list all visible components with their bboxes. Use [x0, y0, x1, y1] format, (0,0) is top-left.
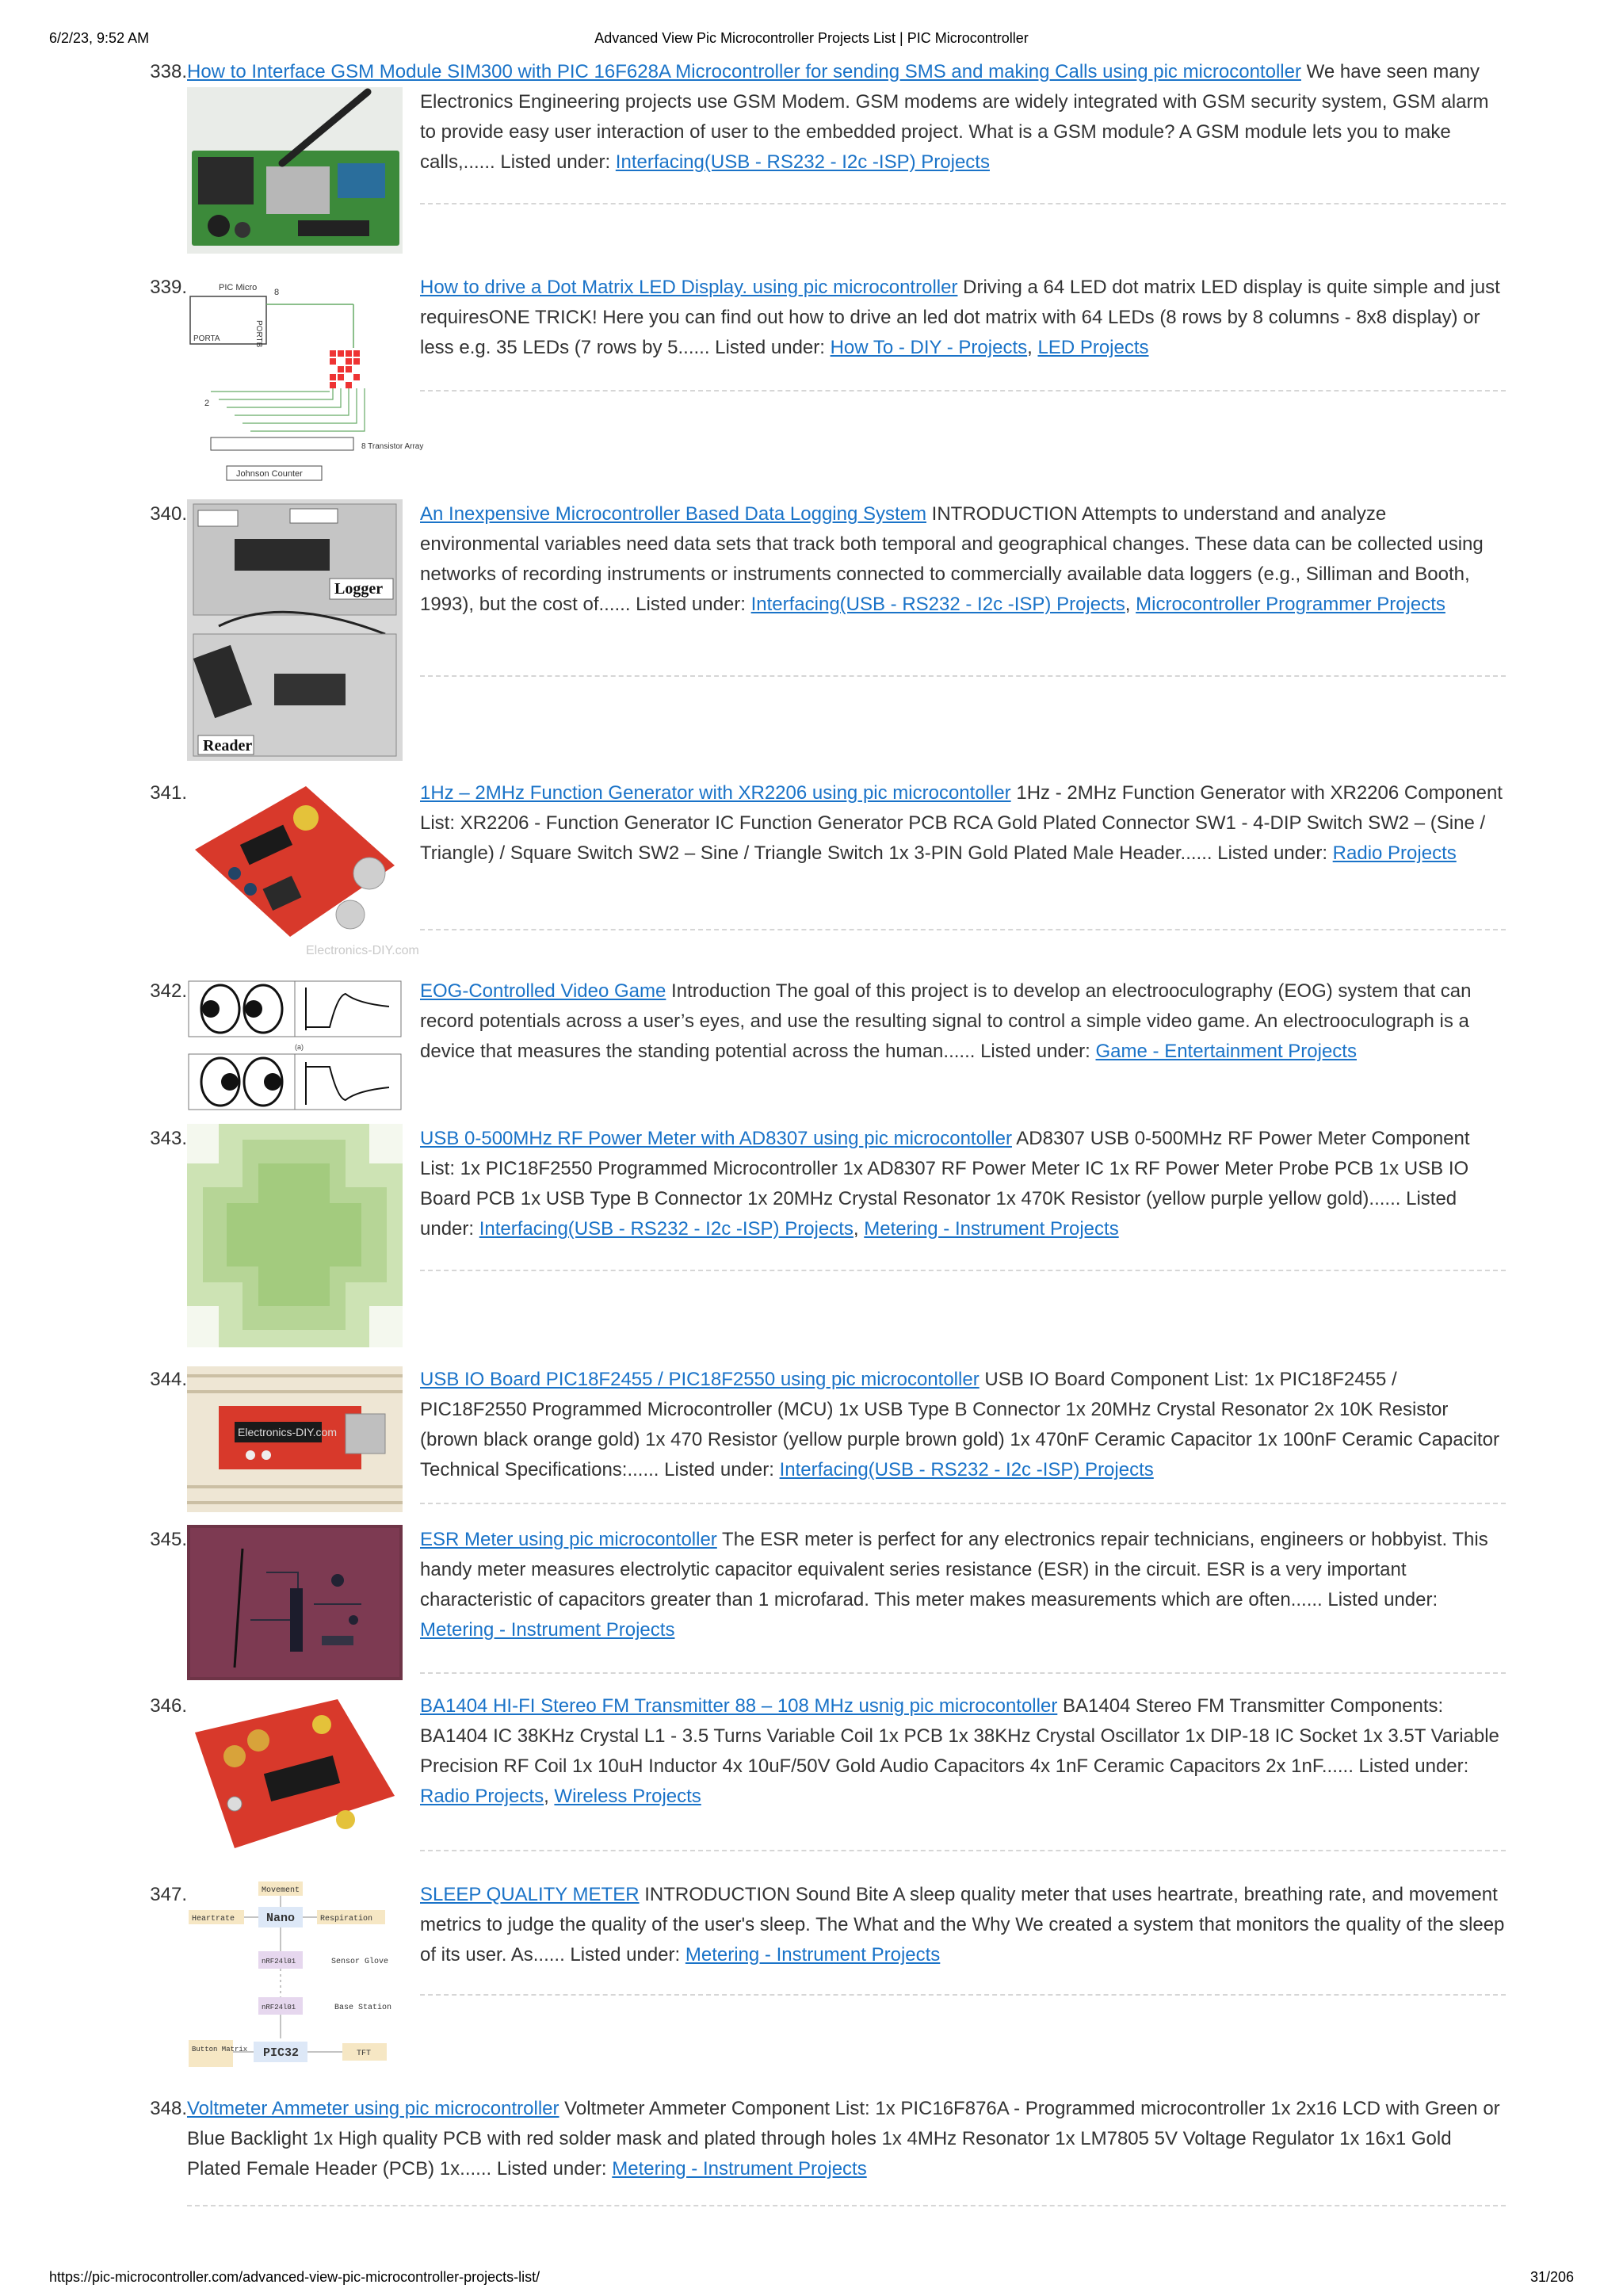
divider	[420, 1850, 1506, 1851]
svg-text:nRF24l01: nRF24l01	[262, 2004, 296, 2011]
divider	[420, 1994, 1506, 1996]
item-description: SLEEP QUALITY METER INTRODUCTION Sound Bite A sleep quality meter that uses heartrate, breathing rate, and movement metrics to judge the quality of the user's sleep. The What and the Why We created a system that monitors the quality of the sleep of its user. As...... Listed under: Metering - Instrument Projects	[420, 1884, 1505, 1966]
category-link[interactable]: Metering - Instrument Projects	[420, 1619, 675, 1641]
category-link[interactable]: Metering - Instrument Projects	[864, 1218, 1119, 1240]
category-link[interactable]: Interfacing(USB - RS232 - I2c -ISP) Projects	[779, 1459, 1154, 1480]
svg-text:TFT: TFT	[357, 2050, 372, 2058]
item-description: USB IO Board PIC18F2455 / PIC18F2550 using pic microcontoller USB IO Board Component List: 1x PIC18F2455 / PIC18F2550 Programmed Microcontroller (MCU) 1x USB Type B Connector 1x 20MHz Crystal Resonator 2x 10K Resistor (brown black orange gold) 1x 470 Resistor (yellow purple brown gold) 1x 470nF Ceramic Capacitor 1x 100nF Ceramic Capacitor Technical Specifications:...... Listed under: Interfacing(USB - RS232 - I2c -ISP) Projects	[420, 1369, 1499, 1480]
category-link[interactable]: LED Projects	[1037, 337, 1149, 358]
svg-text:Heartrate: Heartrate	[192, 1915, 235, 1924]
svg-text:2: 2	[204, 399, 210, 408]
divider	[420, 675, 1506, 677]
item-number: 343.	[150, 1128, 187, 1149]
print-page-title: Advanced View Pic Microcontroller Projects List | PIC Microcontroller	[594, 30, 1029, 46]
list-item	[143, 976, 1506, 1115]
category-link[interactable]: Wireless Projects	[554, 1786, 701, 1807]
print-url: https://pic-microcontroller.com/advanced-view-pic-microcontroller-projects-list/	[49, 2269, 540, 2285]
list-item	[143, 1525, 1506, 1683]
svg-text:Electronics-DIY.com: Electronics-DIY.com	[238, 1426, 338, 1438]
project-link[interactable]: How to Interface GSM Module SIM300 with PIC 16F628A Microcontroller for sending SMS and making Calls using pic microcontoller	[187, 61, 1301, 82]
divider	[187, 2205, 1506, 2206]
item-description: EOG-Controlled Video Game Introduction The goal of this project is to develop an electrooculography (EOG) system that can record potentials across a user’s eyes, and use the resulting signal to control a simple video game. An electrooculograph is a device that measures the standing potential across the human...... Listed under: Game - Entertainment Projects	[420, 980, 1472, 1062]
item-number: 344.	[150, 1369, 187, 1390]
category-link[interactable]: Interfacing(USB - RS232 - I2c -ISP) Projects	[750, 594, 1125, 615]
svg-text:Button Matrix: Button Matrix	[192, 2046, 248, 2053]
eog-diagram-image	[187, 980, 403, 1113]
usb-io-board-image	[187, 1366, 403, 1512]
svg-text:(a): (a)	[295, 1043, 304, 1051]
category-link[interactable]: Radio Projects	[1332, 842, 1457, 864]
list-item	[143, 499, 1506, 761]
list-item	[143, 1124, 1506, 1347]
rf-power-meter-image	[187, 1124, 403, 1347]
category-link[interactable]: Microcontroller Programmer Projects	[1136, 594, 1445, 615]
item-description: USB 0-500MHz RF Power Meter with AD8307 using pic microcontoller AD8307 USB 0-500MHz RF Power Meter Component List: 1x PIC18F2550 Programmed Microcontroller 1x AD8307 RF Power Meter IC 1x RF Power Meter Probe PCB 1x USB IO Board PCB 1x USB Type B Connector 1x 20MHz Crystal Resonator 1x 470K Resistor (yellow purple yellow gold)...... Listed under: Interfacing(USB - RS232 - I2c -ISP) Projects, Metering - Instrument Projects	[420, 1128, 1470, 1240]
svg-text:Respiration: Respiration	[320, 1915, 373, 1924]
first-line: How to Interface GSM Module SIM300 with PIC 16F628A Microcontroller for sending SMS and making Calls using pic microcontoller We have seen many	[187, 61, 1480, 82]
category-link[interactable]: Metering - Instrument Projects	[685, 1944, 941, 1966]
divider	[420, 929, 1506, 930]
item-number: 348.	[150, 2098, 187, 2119]
category-link[interactable]: Metering - Instrument Projects	[612, 2158, 867, 2179]
print-datetime: 6/2/23, 9:52 AM	[49, 30, 150, 46]
item-number: 347.	[150, 1884, 187, 1905]
item-number: 346.	[150, 1695, 187, 1717]
svg-text:Electronics-DIY.com: Electronics-DIY.com	[306, 944, 419, 957]
item-description: BA1404 HI-FI Stereo FM Transmitter 88 – 108 MHz usnig pic microcontoller BA1404 Stereo FM Transmitter Components: BA1404 IC 38KHz Crystal L1 - 3.5 Turns Variable Coil 1x PCB 1x 38KHz Crystal Oscillator 1x DIP-18 IC Socket 1x 3.5T Variable Precision RF Coil 1x 10uH Inductor 4x 10uF/50V Gold Audio Capacitors 4x 1nF Ceramic Capacitors 2x 1nF...... Listed under: Radio Projects, Wireless Projects	[420, 1695, 1499, 1807]
print-page-number: 31/206	[1529, 2269, 1574, 2285]
dot-matrix-diagram-image	[187, 273, 424, 487]
list-item	[143, 778, 1506, 961]
svg-text:PORTA: PORTA	[193, 334, 220, 343]
item-number: 338.	[150, 61, 187, 82]
item-number: 340.	[150, 503, 187, 525]
item-number: 339.	[150, 277, 187, 298]
svg-text:Reader: Reader	[203, 737, 253, 755]
print-header	[0, 24, 1623, 55]
print-footer	[0, 2263, 1623, 2294]
svg-text:8: 8	[274, 288, 280, 297]
item-number: 345.	[150, 1529, 187, 1550]
svg-text:Movement: Movement	[262, 1886, 300, 1895]
list-item	[143, 273, 1506, 487]
category-link[interactable]: Radio Projects	[420, 1786, 544, 1807]
category-link[interactable]: Interfacing(USB - RS232 - I2c -ISP) Projects	[479, 1218, 854, 1240]
gsm-module-image	[187, 87, 403, 254]
esr-meter-image	[187, 1525, 403, 1680]
fm-transmitter-image	[187, 1693, 403, 1856]
list-item	[143, 1691, 1506, 1858]
project-link[interactable]: EOG-Controlled Video Game	[420, 980, 666, 1002]
item-number: 341.	[150, 782, 187, 804]
divider	[420, 390, 1506, 392]
item-description: An Inexpensive Microcontroller Based Data Logging System INTRODUCTION Attempts to understand and analyze environmental variables need data sets that track both temporal and geographical changes. These data can be collected using networks of recording instruments or instruments connected to commercially available data loggers (e.g., Silliman and Booth, 1993), but the cost of...... Listed under: Interfacing(USB - RS232 - I2c -ISP) Projects, Microcontroller Programmer Projects	[420, 503, 1484, 615]
svg-text:Sensor Glove: Sensor Glove	[331, 1958, 389, 1966]
project-link[interactable]: USB 0-500MHz RF Power Meter with AD8307 using pic microcontoller	[420, 1128, 1012, 1149]
category-link[interactable]: Game - Entertainment Projects	[1095, 1041, 1357, 1062]
sleep-meter-diagram-image	[187, 1880, 403, 2078]
item-description: 1Hz – 2MHz Function Generator with XR2206 using pic microcontoller 1Hz - 2MHz Function Generator with XR2206 Component List: XR2206 - Function Generator IC Function Generator PCB RCA Gold Plated Connector SW1 - 4-DIP Switch SW2 – (Sine / Triangle) / Square Switch SW2 – Sine / Triangle Switch 1x 3-PIN Gold Plated Male Header...... Listed under: Radio Projects	[420, 782, 1503, 864]
divider	[420, 1503, 1506, 1504]
divider	[420, 1672, 1506, 1674]
item-description: ESR Meter using pic microcontoller The ESR meter is perfect for any electronics repair technicians, engineers or hobbyist. This handy meter measures electrolytic capacitor equivalent series resistance (ESR) in the circuit. ESR is a very important characteristic of capacitors greater than 1 microfarad. This meter makes measurements which are often...... Listed under: Metering - Instrument Projects	[420, 1529, 1488, 1641]
item-description: How to drive a Dot Matrix LED Display. using pic microcontroller Driving a 64 LED dot matrix LED display is quite simple and just requiresONE TRICK! Here you can find out how to drive an led dot matrix with 64 LEDs (8 rows by 8 columns - 8x8 display) or less e.g. 35 LEDs (7 rows by 5...... Listed under: How To - DIY - Projects, LED Projects	[420, 277, 1500, 358]
list-item	[143, 57, 1506, 263]
svg-text:nRF24l01: nRF24l01	[262, 1958, 296, 1966]
project-link[interactable]: ESR Meter using pic microcontoller	[420, 1529, 717, 1550]
item-description: Electronics Engineering projects use GSM Modem. GSM modems are widely integrated with GSM security system, GSM alarm to provide easy user interaction of user to the embedded project. What is a GSM module? A GSM module lets you to make calls,...... Listed under: Interfacing(USB - RS232 - I2c -ISP) Projects	[420, 91, 1489, 173]
divider	[420, 203, 1506, 204]
project-link[interactable]: Voltmeter Ammeter using pic microcontroller	[187, 2098, 559, 2119]
svg-text:Logger: Logger	[334, 580, 384, 598]
project-link[interactable]: BA1404 HI-FI Stereo FM Transmitter 88 – 108 MHz usnig pic microcontoller	[420, 1695, 1058, 1717]
svg-text:8 Transistor Array: 8 Transistor Array	[361, 442, 424, 451]
svg-text:Johnson Counter: Johnson Counter	[236, 469, 303, 479]
project-link[interactable]: USB IO Board PIC18F2455 / PIC18F2550 using pic microcontoller	[420, 1369, 980, 1390]
project-link[interactable]: An Inexpensive Microcontroller Based Data Logging System	[420, 503, 926, 525]
item-description: Voltmeter Ammeter using pic microcontroller Voltmeter Ammeter Component List: 1x PIC16F876A - Programmed microcontroller 1x 2x16 LCD with Green or Blue Backlight 1x High quality PCB with red solder mask and plated through holes 1x 4MHz Resonator 1x LM7805 5V Voltage Regulator 1x 16x1 Gold Plated Female Header (PCB) 1x...... Listed under: Metering - Instrument Projects	[187, 2098, 1500, 2179]
function-generator-image	[187, 778, 419, 961]
project-link[interactable]: SLEEP QUALITY METER	[420, 1884, 640, 1905]
svg-text:PORTB: PORTB	[254, 320, 263, 348]
pic-label: PIC Micro	[219, 283, 258, 292]
svg-text:PIC32: PIC32	[263, 2046, 300, 2060]
data-logger-image	[187, 499, 403, 761]
list-item	[143, 2094, 1506, 2213]
svg-text:Nano: Nano	[266, 1912, 296, 1925]
category-link[interactable]: How To - DIY - Projects	[830, 337, 1028, 358]
project-link[interactable]: How to drive a Dot Matrix LED Display. using pic microcontroller	[420, 277, 958, 298]
project-link[interactable]: 1Hz – 2MHz Function Generator with XR2206 using pic microcontoller	[420, 782, 1011, 804]
svg-text:Base Station: Base Station	[334, 2004, 392, 2012]
item-number: 342.	[150, 980, 187, 1002]
list-item	[143, 1880, 1506, 2078]
category-link[interactable]: Interfacing(USB - RS232 - I2c -ISP) Projects	[615, 151, 990, 173]
list-item	[143, 1365, 1506, 1514]
divider	[420, 1270, 1506, 1271]
